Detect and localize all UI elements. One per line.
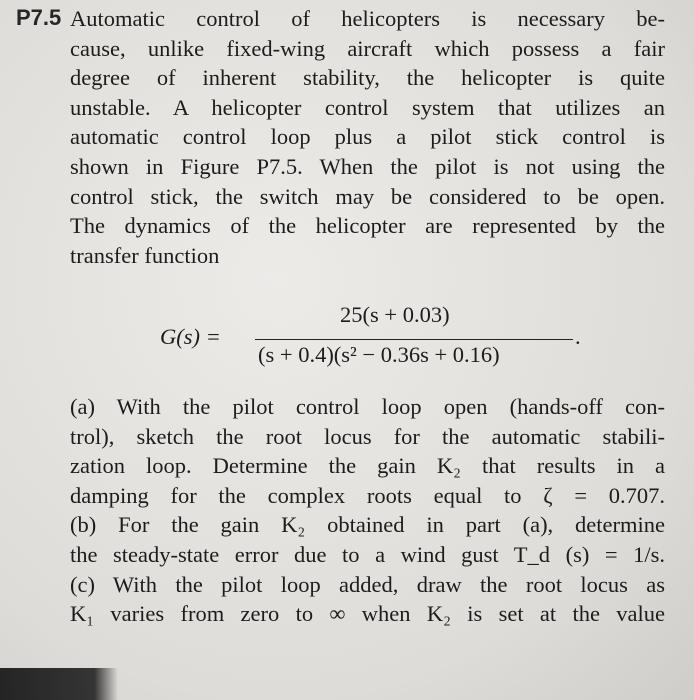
intro-line: unstable. A helicopter control system that utilizes an <box>70 94 665 120</box>
part-line: zation loop. Determine the gain K₂ that results in a <box>70 453 665 479</box>
intro-line: automatic control loop plus a pilot stick control is <box>70 124 665 150</box>
part-line: (b) For the gain K₂ obtained in part (a), determine <box>70 512 665 538</box>
intro-line: shown in Figure P7.5. When the pilot is not using the <box>70 153 665 179</box>
fraction-bar <box>255 339 573 340</box>
photo-edge-shadow <box>0 668 118 700</box>
intro-line: cause, unlike fixed-wing aircraft which possess a fair <box>70 35 665 61</box>
part-line: damping for the complex roots equal to ζ = 0.707. <box>70 482 665 508</box>
part-line: (a) With the pilot control loop open (hands-off con- <box>70 394 665 419</box>
problem-parts <box>70 392 665 629</box>
equation-numerator: 25(s + 0.03) <box>340 302 450 327</box>
problem-number: P7.5 <box>16 5 62 30</box>
intro-line: The dynamics of the helicopter are represented by the <box>70 213 665 239</box>
intro-line: transfer function <box>70 242 220 268</box>
equation-denominator: (s + 0.4)(s² − 0.36s + 0.16) <box>258 342 500 367</box>
part-line: the steady-state error due to a wind gust T_d (s) = 1/s. <box>70 541 665 567</box>
part-line: K₁ varies from zero to ∞ when K₂ is set at the value <box>70 601 665 627</box>
problem-intro <box>70 4 665 270</box>
intro-line: degree of inherent stability, the helicopter is quite <box>70 65 665 91</box>
intro-line: Automatic control of helicopters is necessary be- <box>70 6 665 31</box>
part-line: (c) With the pilot loop added, draw the root locus as <box>70 571 665 597</box>
equation-lhs: G(s) = <box>160 324 221 349</box>
transfer-function-equation <box>160 302 590 382</box>
part-line: trol), sketch the root locus for the automatic stabili- <box>70 423 665 449</box>
intro-line: control stick, the switch may be considered to be open. <box>70 183 665 209</box>
equation-period: . <box>575 324 581 349</box>
